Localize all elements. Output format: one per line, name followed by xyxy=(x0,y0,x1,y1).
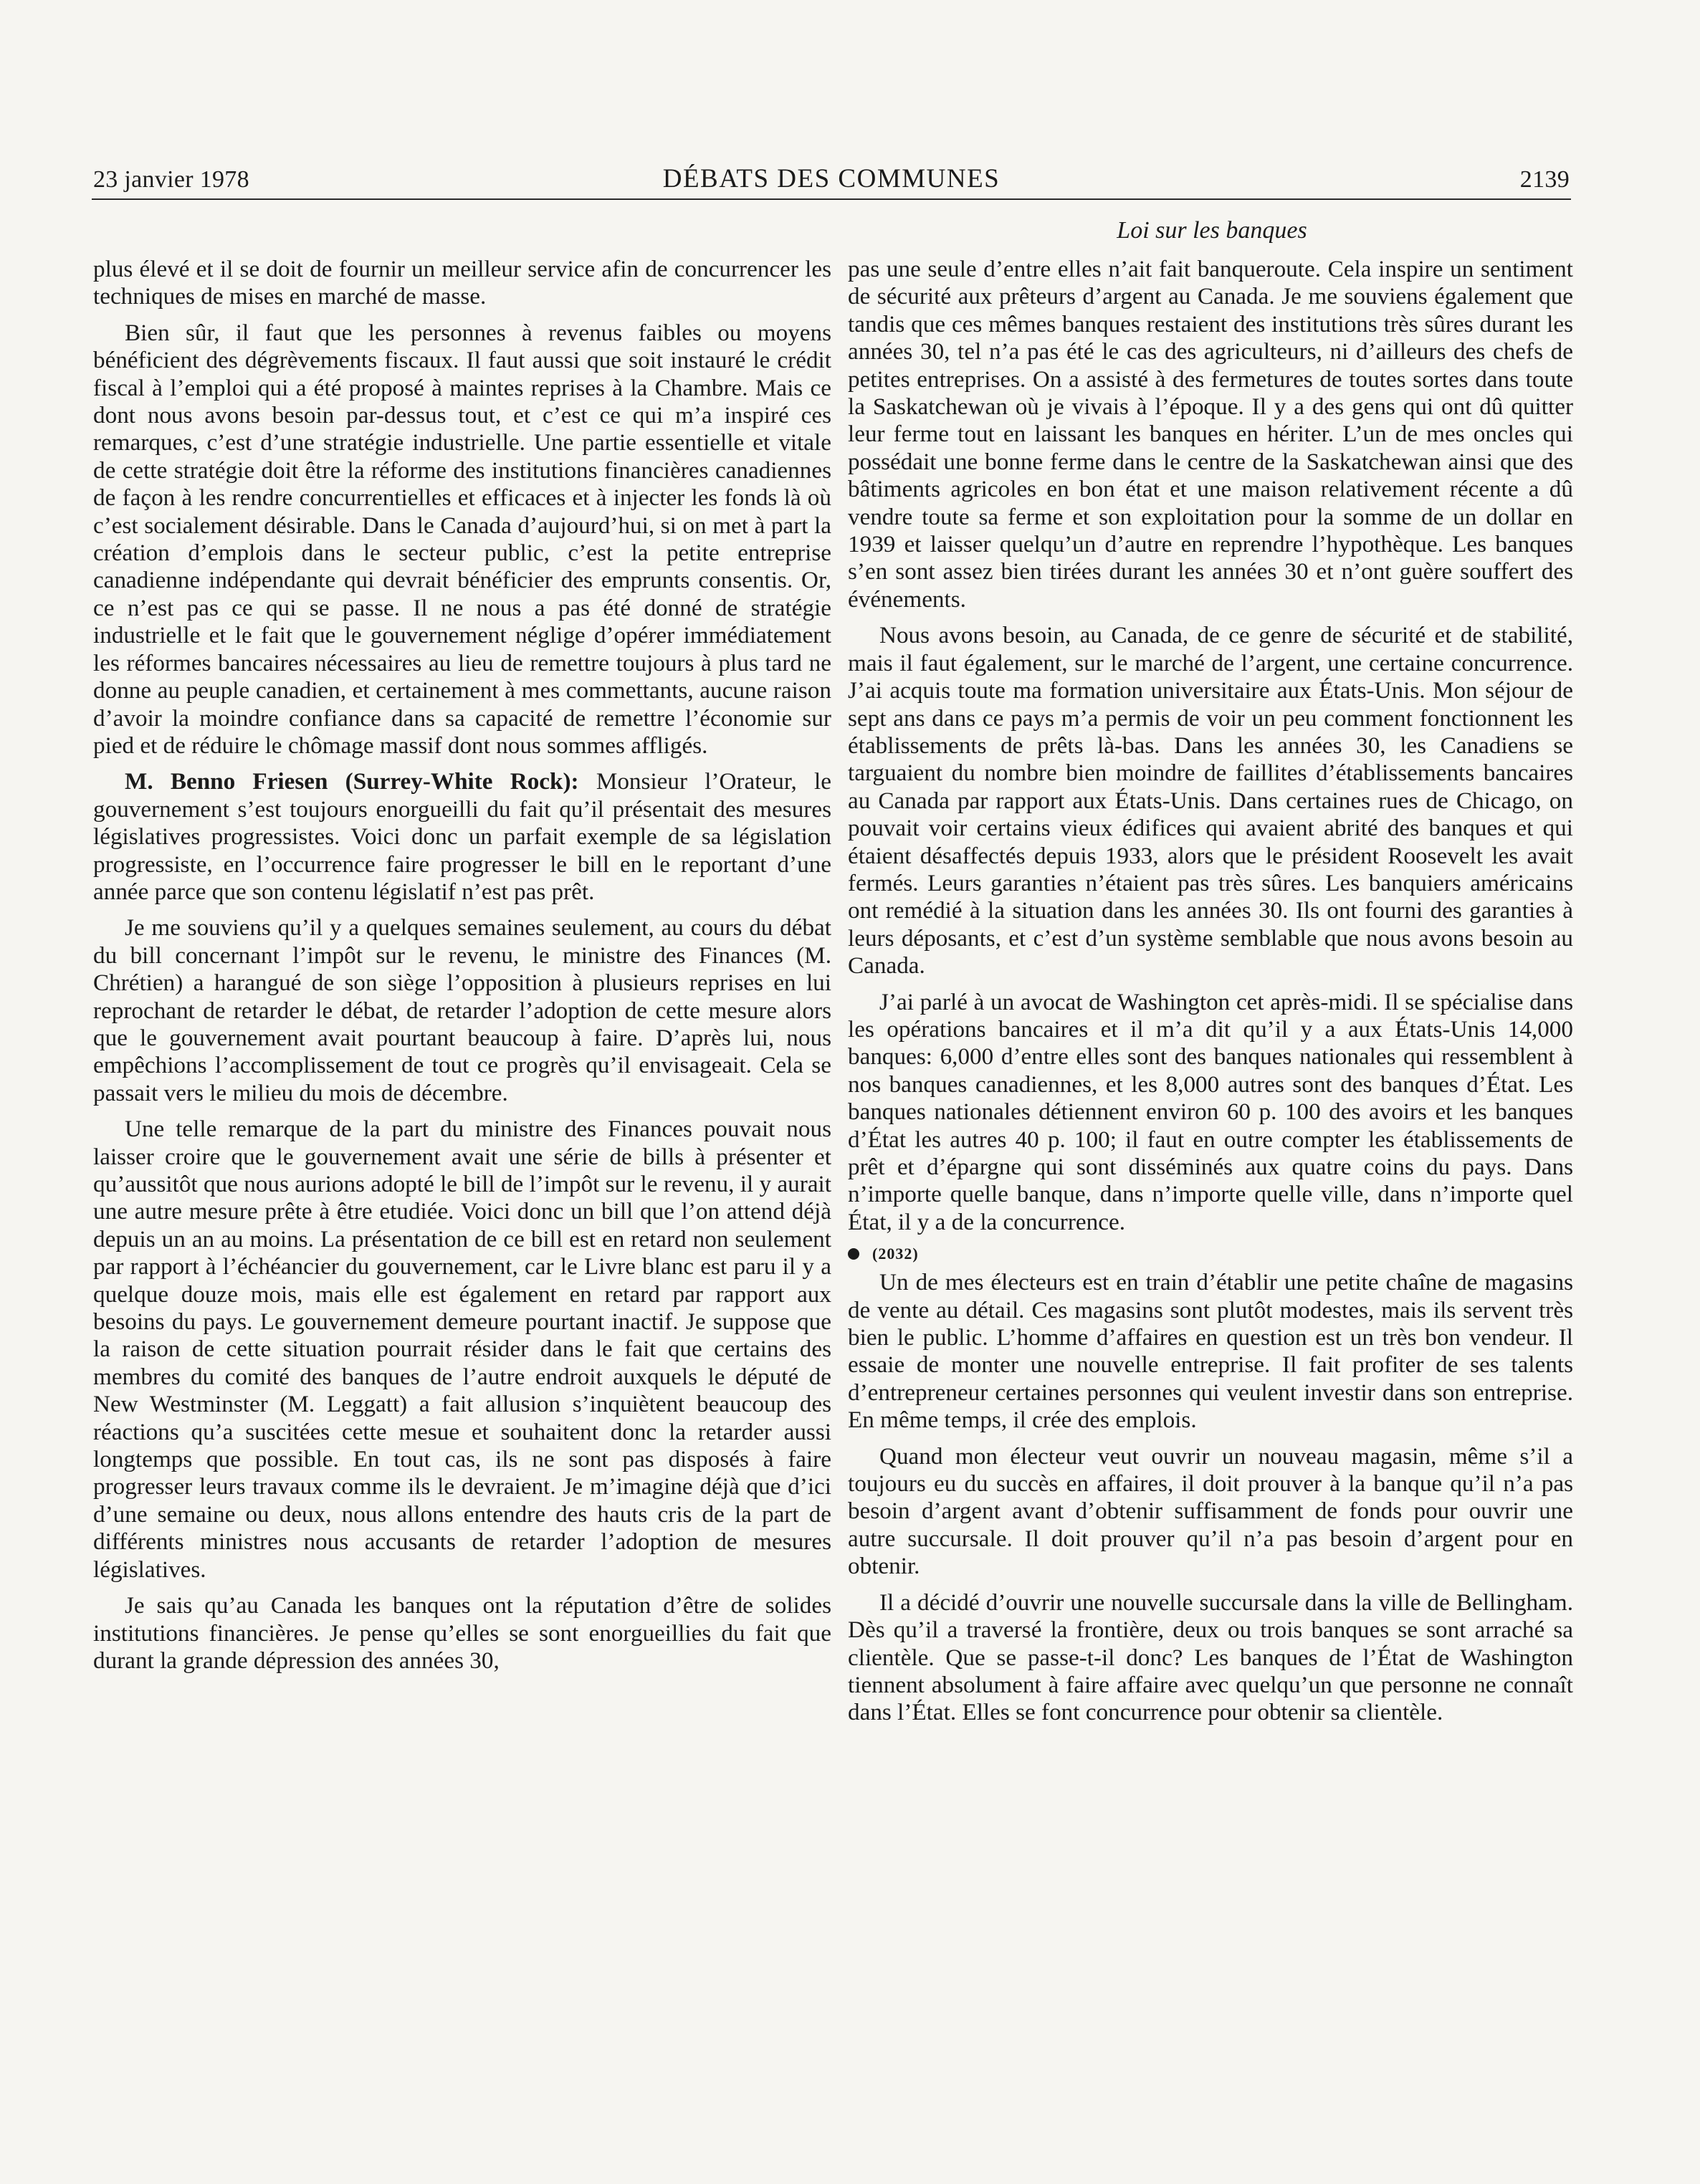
paragraph: Quand mon électeur veut ouvrir un nouveau magasin, même s’il a toujours eu du succès en affaires, il doit prouver à la banque qu’il n’a pas besoin d’argent avant d’obtenir suffisamment de fonds pour ouvrir une autre succursale. Il doit prouver qu’il n’a pas besoin d’argent pour en obtenir. xyxy=(848,1442,1573,1580)
paragraph: Il a décidé d’ouvrir une nouvelle succursale dans la ville de Bellingham. Dès qu’il a traversé la frontière, deux ou trois banques se sont arraché sa clientèle. Que se passe-t-il donc? Les banques de l’État de Washington tiennent absolument à faire affaire avec quelqu’un que personne ne connaît dans l’État. Elles se font concurrence pour obtenir sa clientèle. xyxy=(848,1589,1573,1726)
header-date: 23 janvier 1978 xyxy=(93,166,249,193)
bullet-icon xyxy=(848,1248,859,1260)
header-rule xyxy=(92,198,1571,200)
paragraph: Bien sûr, il faut que les personnes à revenus faibles ou moyens bénéficient des dégrèvements fiscaux. Il faut aussi que soit instauré le crédit fiscal à l’emploi qui a été proposé à maintes reprises à la Chambre. Mais ce dont nous avons besoin par-dessus tout, et c’est ce qui m’a inspiré ces remarques, c’est d’une stratégie industrielle. Une partie essentielle et vitale de cette stratégie doit être la réforme des institutions financières canadiennes de façon à les rendre concurrentielles et efficaces et à injecter les fonds là où c’est socialement désirable. Dans le Canada d’aujourd’hui, si on met à part la création d’emplois dans le secteur public, c’est la petite entreprise canadienne indépendante qui devrait bénéficier des emprunts consentis. Or, ce n’est pas ce qui se passe. Il ne nous a pas été donné de stratégie industrielle et le fait que le gouvernement néglige d’opérer immédiatement les réformes bancaires nécessaires au lieu de remettre toujours à plus tard ne donne au peuple canadien, et certainement à mes commettants, aucune raison d’avoir la moindre confiance dans sa capacité de remettre l’économie sur pied et de réduire le chômage massif dont nous sommes affligés. xyxy=(93,319,831,759)
right-column xyxy=(848,256,1573,1727)
time-marker xyxy=(848,1243,1573,1265)
running-head: Loi sur les banques xyxy=(1117,217,1307,244)
speech-text: Monsieur l’Orateur, le gouvernement s’est toujours enorgueilli du fait qu’il présentait des mesures législatives progressistes. Voici donc un parfait exemple de sa législation progressiste, en l’occurrence faire progresser le bill en le reportant d’une année parce que son contenu législatif n’est pas prêt. xyxy=(93,768,831,905)
paragraph: Une telle remarque de la part du ministre des Finances pouvait nous laisser croire que le gouvernement avait une série de bills à présenter et qu’aussitôt que nous aurions adopté le bill de l’impôt sur le revenu, il y aurait une autre mesure prête à être etudiée. Voici donc un bill que l’on attend déjà depuis un an au moins. La présentation de ce bill est en retard non seulement par rapport à l’échéancier du gouvernement, car le Livre blanc est paru il y a quelque douze mois, mais elle est également en retard par rapport aux besoins du pays. Le gouvernement demeure pourtant inactif. Je suppose que la raison de cette situation pourrait résider dans le fait que certains des membres du comité des banques de l’autre endroit auxquels le député de New Westminster (M. Leggatt) a fait allusion s’inquiètent beaucoup des réactions qu’a suscitées cette mesue et souhaitent donc la retarder aussi longtemps que possible. En tout cas, ils ne sont pas disposés à faire progresser leurs travaux comme ils le devraient. Je m’imagine déjà que d’ici d’une semaine ou deux, nous allons entendre des hauts cris de la part de différents ministres nous accusants de retarder l’adoption de mesures législatives. xyxy=(93,1116,831,1583)
speaker-name: M. Benno Friesen (Surrey-White Rock): xyxy=(125,768,579,795)
paragraph: Un de mes électeurs est en train d’établir une petite chaîne de magasins de vente au détail. Ces magasins sont plutôt modestes, mais ils servent très bien le public. L’homme d’affaires en question est un très bon vendeur. Il essaie de monter une nouvelle entreprise. Il fait profiter de ses talents d’entrepreneur certaines personnes qui veulent investir dans son entreprise. En même temps, il crée des emplois. xyxy=(848,1269,1573,1434)
paragraph: Nous avons besoin, au Canada, de ce genre de sécurité et de stabilité, mais il faut également, sur le marché de l’argent, une certaine concurrence. J’ai acquis toute ma formation universitaire aux États-Unis. Mon séjour de sept ans dans ce pays m’a permis de voir un peu comment fonctionnent les établissements de prêts là-bas. Dans les années 30, les Canadiens se targuaient du nombre bien moindre de faillites d’établissements bancaires au Canada par rapport aux États-Unis. Dans certaines rues de Chicago, on pouvait voir certains vieux édifices qui avaient abrité des banques et qui étaient désaffectés depuis 1933, alors que le président Roosevelt les avait fermés. Leurs garanties n’étaient pas très sûres. Les banquiers américains ont remédié à la situation dans les années 30. Ils ont fourni des garanties à leurs déposants, et c’est d’un système semblable que nous avons besoin au Canada. xyxy=(848,622,1573,980)
paragraph: plus élevé et il se doit de fournir un meilleur service afin de concurrencer les techniques de mises en marché de masse. xyxy=(93,256,831,310)
time-marker-text: (2032) xyxy=(872,1245,919,1263)
page-header xyxy=(93,162,1570,198)
paragraph: Je sais qu’au Canada les banques ont la réputation d’être de solides institutions financières. Je pense qu’elles se sont enorgueillies du fait que durant la grande dépression des années 30, xyxy=(93,1592,831,1674)
left-column xyxy=(93,256,831,1675)
paragraph: Je me souviens qu’il y a quelques semaines seulement, au cours du débat du bill concernant l’impôt sur le revenu, le ministre des Finances (M. Chrétien) a harangué de son siège l’opposition à plusieurs reprises en lui reprochant de retarder le débat, de retarder l’adoption de cette mesure alors que le gouvernement avait pourtant beaucoup à faire. D’après lui, nous empêchions l’accomplissement de tout ce progrès qu’il envisageait. Cela se passait vers le milieu du mois de décembre. xyxy=(93,914,831,1106)
speaker-paragraph xyxy=(93,768,831,906)
header-page-number: 2139 xyxy=(1519,166,1570,193)
paragraph: J’ai parlé à un avocat de Washington cet après-midi. Il se spécialise dans les opérations bancaires et il m’a dit qu’il y a aux États-Unis 14,000 banques: 6,000 d’entre elles sont des banques nationales qui ressemblent à nos banques canadiennes, et les 8,000 autres sont des banques d’État. Les banques nationales détiennent environ 60 p. 100 des avoirs et les banques d’État les autres 40 p. 100; il faut en outre compter les établissements de prêt et d’épargne qui sont disséminés aux quatre coins du pays. Dans n’importe quelle banque, dans n’importe quelle ville, dans n’importe quel État, il y a de la concurrence. xyxy=(848,988,1573,1235)
paragraph: pas une seule d’entre elles n’ait fait banqueroute. Cela inspire un sentiment de sécurité aux prêteurs d’argent au Canada. Je me souviens également que tandis que ces mêmes banques restaient des institutions très sûres durant les années 30, tel n’a pas été le cas des agriculteurs, ni d’ailleurs des chefs de petites entreprises. On a assisté à des fermetures de toutes sortes dans toute la Saskatchewan où je vivais à l’époque. Il y a des gens qui ont dû quitter leur ferme tout en laissant les banques en hériter. L’un de mes oncles qui possédait une bonne ferme dans le centre de la Saskatchewan ainsi que des bâtiments agricoles en bon état et une maison relativement récente a dû vendre toute sa ferme et son exploitation pour la somme de un dollar en 1939 et laisser quelqu’un d’autre en reprendre l’hypothèque. Les banques s’en sont assez bien tirées durant les années 30 et n’ont guère souffert des événements. xyxy=(848,256,1573,613)
header-publication: DÉBATS DES COMMUNES xyxy=(662,164,1001,193)
